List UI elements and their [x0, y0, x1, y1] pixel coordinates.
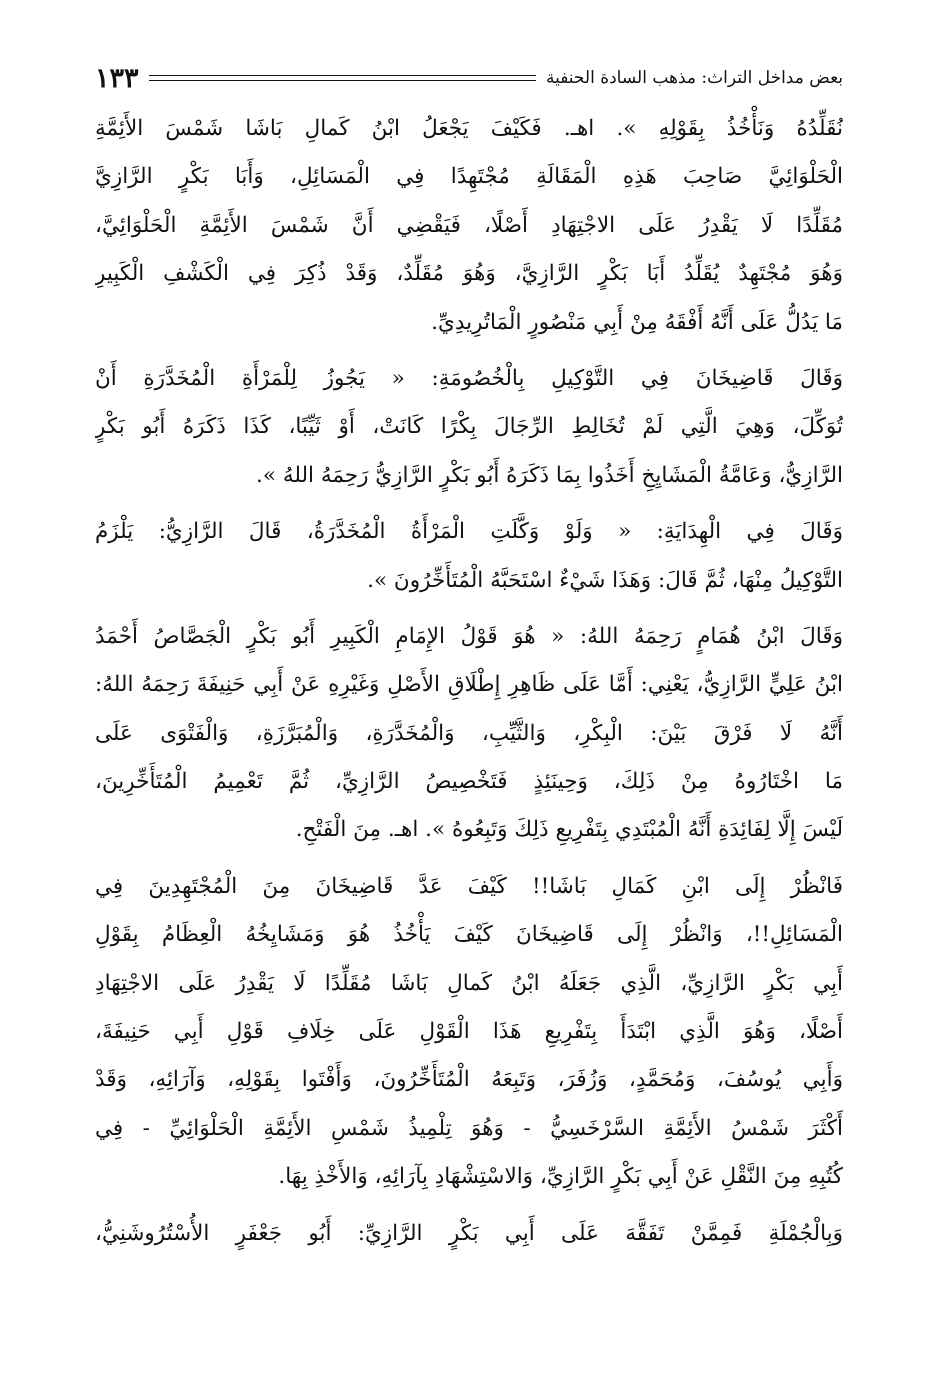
- text-line: وَقَالَ ابْنُ هُمَامٍ رَحِمَهُ اللهُ: « هُوَ قَوْلُ الإِمَامِ الْكَبِيرِ أَبُو بَكْرٍ الْجَصَّاصُ أَحْمَدُ: [95, 623, 843, 649]
- body-text: [95, 105, 843, 1258]
- paragraph-gap: [95, 347, 843, 355]
- text-line: الرَّازِيُّ، وَعَامَّةُ الْمَشَايِخِ أَخَذُوا بِمَا ذَكَرَهُ أَبُو بَكْرٍ الرَّازِيُّ رَحِمَهُ اللهُ ».: [256, 462, 843, 488]
- text-line: أَنَّهُ لَا فَرْقَ بَيْنَ: الْبِكْرِ، وَالثَّيِّبِ، وَالْمُخَدَّرَةِ، وَالْمُبَرَّزَةِ، وَالْفَتْوَى عَلَى: [95, 720, 843, 746]
- text-line: أَكْثَرَ شَمْسُ الأَئِمَّةِ السَّرْخَسِيُّ - وَهُوَ تِلْمِيذُ شَمْسِ الأَئِمَّةِ الْحَلْوَائِيِّ - فِي: [95, 1115, 843, 1141]
- text-line: الْحَلْوَائِيَّ صَاحِبَ هَذِهِ الْمَقَالَةِ مُجْتَهِدًا فِي الْمَسَائِلِ، وَأَبَا بَكْرٍ الرَّازِيَّ: [95, 164, 843, 190]
- header-rule: [149, 75, 536, 81]
- text-line: وَأَبِي يُوسُفَ، وَمُحَمَّدٍ، وَزُفَرَ، وَتَبِعَهُ الْمُتَأَخِّرُونَ، وَأَفْتَوا بِقَوْلِهِ، وَآرَائِهِ، وَقَدْ: [95, 1067, 843, 1093]
- text-line: كُتُبِهِ مِنَ النَّقْلِ عَنْ أَبِي بَكْرٍ الرَّازِيِّ، وَالاسْتِشْهَادِ بِآرَائِهِ، وَالأَخْذِ بِهَا.: [278, 1164, 843, 1190]
- header-title: بعض مداخل التراث: مذهب السادة الحنفية: [545, 68, 843, 88]
- text-line: مَا يَدُلُّ عَلَى أَنَّهُ أَفْقَهُ مِنْ أَبِي مَنْصُورٍ الْمَاتُرِيدِيِّ.: [431, 309, 843, 335]
- text-line: وَقَالَ قَاضِيخَانَ فِي التَّوْكِيلِ بِالْخُصُومَةِ: « يَجُوزُ لِلْمَرْأَةِ الْمُخَدَّرَةِ أَنْ: [95, 365, 843, 391]
- text-line: التَّوْكِيلُ مِنْهَا، ثُمَّ قَالَ: وَهَذَا شَيْءٌ اسْتَحَبَّهُ الْمُتَأَخِّرُونَ ».: [367, 567, 843, 593]
- text-line: فَانْظُرْ إِلَى ابْنِ كَمَالِ بَاشَا!! كَيْفَ عَدَّ قَاضِيخَانَ مِنَ الْمُجْتَهِدِينَ فِي: [95, 873, 843, 899]
- text-line: نُقَلِّدُهُ وَنَأْخُذُ بِقَوْلِهِ ». اهـ. فَكَيْفَ يَجْعَلُ ابْنُ كَمالِ بَاشَا شَمْسَ الأَئِمَّةِ: [95, 116, 843, 141]
- text-line: تُوَكِّلَ، وَهِيَ الَّتِي لَمْ تُخَالِطِ الرِّجَالَ بِكْرًا كَانَتْ، أَوْ ثَيِّبًا، كَذَا ذَكَرَهُ أَبُو بَكْرٍ: [95, 414, 843, 440]
- text-line: الْمَسَائِلِ!!، وَانْظُرْ إِلَى قَاضِيخَانَ كَيْفَ يَأْخُذُ هُوَ وَمَشَايِخُهُ الْعِظَامُ بِقَوْلِ: [95, 922, 843, 948]
- paragraph-gap: [95, 855, 843, 863]
- text-line: مُقَلِّدًا لَا يَقْدِرُ عَلَى الاجْتِهَادِ أَصْلًا، فَيَقْضِي أَنَّ شَمْسَ الأَئِمَّةِ الْحَلْوَائِيَّ،: [95, 212, 843, 238]
- paragraph-gap: [95, 500, 843, 508]
- text-line: مَا اخْتَارُوهُ مِنْ ذَلِكَ، وَحِينَئِذٍ فَتَخْصِيصُ الرَّازِيِّ، ثُمَّ تَعْمِيمُ الْمُتَأَخِّرِينَ،: [95, 769, 843, 795]
- paragraph-gap: [95, 1202, 843, 1210]
- text-line: وَبِالْجُمْلَةِ فَمِمَّنْ تَفَقَّهَ عَلَى أَبِي بَكْرٍ الرَّازِيِّ: أَبُو جَعْفَرٍ الأُسْتُرُوشَنِيُّ،: [95, 1220, 843, 1246]
- text-line: ابْنُ عَلِيٍّ الرَّازِيُّ، يَعْنِي: أَمَّا عَلَى ظَاهِرِ إِطْلَاقِ الأَصْلِ وَغَيْرِهِ عَنْ أَبِي حَنِيفَةَ رَحِمَهُ اللهُ:: [95, 672, 843, 698]
- text-line: أَبِي بَكْرٍ الرَّازِيِّ، الَّذِي جَعَلَهُ ابْنُ كَمالِ بَاشَا مُقَلِّدًا لَا يَقْدِرُ عَلَى الاجْتِهَادِ: [95, 970, 843, 996]
- text-line: وَهُوَ مُجْتَهِدٌ يُقَلِّدُ أَبَا بَكْرٍ الرَّازِيَّ، وَهُوَ مُقَلِّدٌ، وَقَدْ ذُكِرَ فِي الْكَشْفِ الْكَبِيرِ: [95, 261, 843, 287]
- paragraph-gap: [95, 605, 843, 613]
- text-line: أَصْلًا، وَهُوَ الَّذِي ابْتَدَأَ بِتَفْرِيعِ هَذَا الْقَوْلِ عَلَى خِلَافِ قَوْلِ أَبِي حَنِيفَةَ،: [95, 1019, 843, 1045]
- text-line: لَيْسَ إِلَّا لِفَائِدَةِ أَنَّهُ الْمُبْتَدِي بِتَفْرِيعِ ذَلِكَ وَتَبِعُوهُ ». اهـ. مِنَ الْفَتْحِ.: [295, 817, 843, 843]
- running-header: [95, 58, 843, 98]
- text-line: وَقَالَ فِي الْهِدَايَةِ: « وَلَوْ وَكَّلَتِ الْمَرْأَةُ الْمُخَدَّرَةُ، قَالَ الرَّازِيُّ: يَلْزَمُ: [95, 519, 843, 545]
- page-number: ١٣٣: [95, 62, 139, 94]
